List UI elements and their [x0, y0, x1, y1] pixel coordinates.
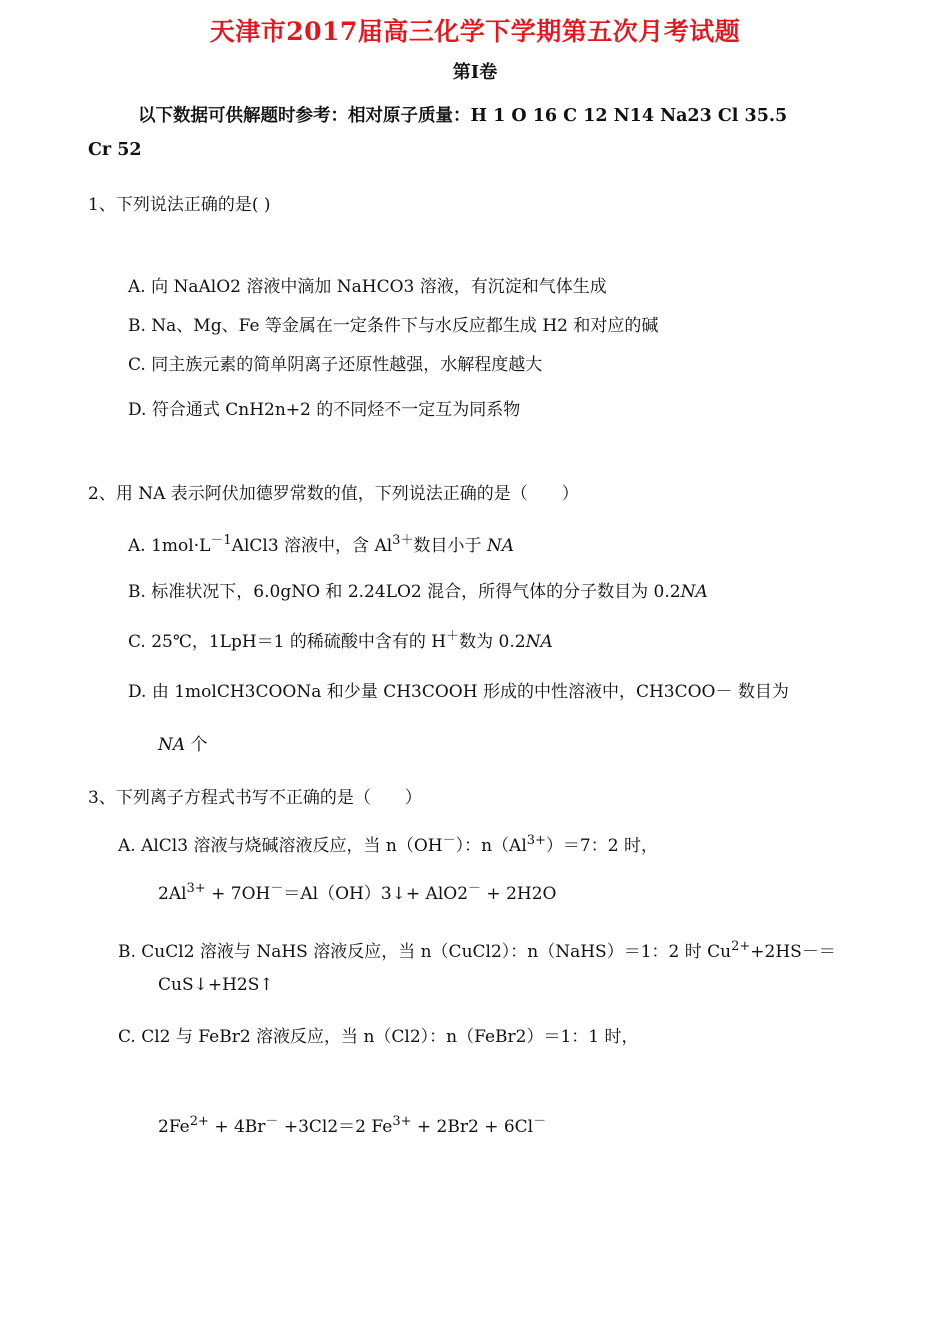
q3-option-c-equation — [158, 1112, 546, 1137]
q1-option-a: A. 向 NaAlO2 溶液中滴加 NaHCO3 溶液，有沉淀和气体生成 — [128, 277, 607, 297]
q3-a-sup-1: － — [442, 832, 456, 848]
q3-c-eq-4: + 2Br2 + 6Cl — [411, 1117, 534, 1137]
q2-c-na: NA — [525, 632, 553, 652]
q3-b-text-1: B. CuCl2 溶液与 NaHS 溶液反应，当 n（CuCl2）：n（NaHS）＝1：2 时 Cu — [118, 942, 732, 962]
q2-stem: 2、用 NA 表示阿伏加德罗常数的值，下列说法正确的是（ ） — [88, 484, 579, 504]
q2-d-na: NA — [158, 735, 186, 755]
q1-option-d: D. 符合通式 CnH2n+2 的不同烃不一定互为同系物 — [128, 400, 521, 420]
q2-c-sup: ＋ — [446, 628, 460, 644]
q1-option-c: C. 同主族元素的简单阴离子还原性越强，水解程度越大 — [128, 355, 543, 375]
q2-option-a — [128, 531, 514, 556]
q1-stem: 1、下列说法正确的是( ) — [88, 195, 271, 215]
q2-option-c — [128, 627, 553, 652]
q3-c-eq-sup-1: 2+ — [189, 1113, 209, 1129]
q2-d-cont-text: 个 — [185, 735, 208, 755]
q3-a-eq-2: + 7OH — [205, 884, 271, 904]
q2-c-text-1: C. 25℃，1LpH＝1 的稀硫酸中含有的 H — [128, 632, 447, 652]
q3-c-eq-3: +3Cl2＝2 Fe — [278, 1117, 393, 1137]
q3-b-sup: 2+ — [731, 938, 751, 954]
q3-stem: 3、下列离子方程式书写不正确的是（ ） — [88, 788, 422, 808]
q3-c-eq-1: 2Fe — [158, 1117, 190, 1137]
q1-option-b: B. Na、Mg、Fe 等金属在一定条件下与水反应都生成 H2 和对应的碱 — [128, 316, 659, 336]
q3-c-eq-sup-2: － — [265, 1113, 279, 1129]
q2-c-text-2: 数为 0.2 — [459, 632, 526, 652]
reference-line-2: Cr 52 — [88, 140, 142, 160]
q2-b-na: NA — [680, 582, 708, 602]
q3-b-text-2: +2HS－＝ — [750, 942, 836, 962]
q2-a-sup-1: －1 — [210, 532, 232, 548]
q3-a-eq-1: 2Al — [158, 884, 187, 904]
volume-heading: 第Ⅰ卷 — [452, 62, 498, 83]
q3-a-eq-4: + 2H2O — [481, 884, 557, 904]
q3-c-eq-2: + 4Br — [208, 1117, 266, 1137]
q2-a-text-1: A. 1mol·L — [128, 536, 211, 556]
q2-option-b — [128, 577, 708, 602]
q3-c-eq-sup-4: － — [533, 1113, 547, 1129]
q3-a-eq-sup-2: － — [270, 880, 284, 896]
q3-a-text-3: ）＝7：2 时， — [545, 836, 658, 856]
q2-a-text-3: 数目小于 — [413, 536, 487, 556]
q2-option-d-cont — [158, 730, 208, 755]
q3-a-text-1: A. AlCl3 溶液与烧碱溶液反应，当 n（OH — [118, 836, 443, 856]
q3-option-a — [118, 831, 658, 856]
q3-a-eq-sup-3: － — [468, 880, 482, 896]
q3-option-a-equation — [158, 879, 556, 904]
q3-option-c: C. Cl2 与 FeBr2 溶液反应，当 n（Cl2）：n（FeBr2）＝1：1 时， — [118, 1027, 639, 1047]
reference-line-1: 以下数据可供解题时参考：相对原子质量：H 1 O 16 C 12 N14 Na23 Cl 35.5 — [138, 106, 788, 126]
q2-b-text: B. 标准状况下，6.0gNO 和 2.24LO2 混合，所得气体的分子数目为 0.2 — [128, 582, 681, 602]
q3-c-eq-sup-3: 3+ — [392, 1113, 412, 1129]
page-title: 天津市2017届高三化学下学期第五次月考试题 — [209, 17, 741, 46]
q2-a-na: NA — [486, 536, 515, 556]
q3-a-sup-2: 3+ — [526, 832, 546, 848]
q2-option-d: D. 由 1molCH3COONa 和少量 CH3COOH 形成的中性溶液中，CH3COO－ 数目为 — [128, 682, 789, 702]
q3-a-eq-3: ＝Al（OH）3↓+ AlO2 — [283, 884, 469, 904]
q3-option-b — [118, 937, 836, 962]
q2-a-sup-2: 3＋ — [392, 532, 414, 548]
q3-option-b-cont: CuS↓+H2S↑ — [158, 975, 274, 995]
q2-a-text-2: AlCl3 溶液中，含 Al — [231, 536, 393, 556]
q3-a-eq-sup-1: 3+ — [186, 880, 206, 896]
q3-a-text-2: ）：n（Al — [455, 836, 527, 856]
